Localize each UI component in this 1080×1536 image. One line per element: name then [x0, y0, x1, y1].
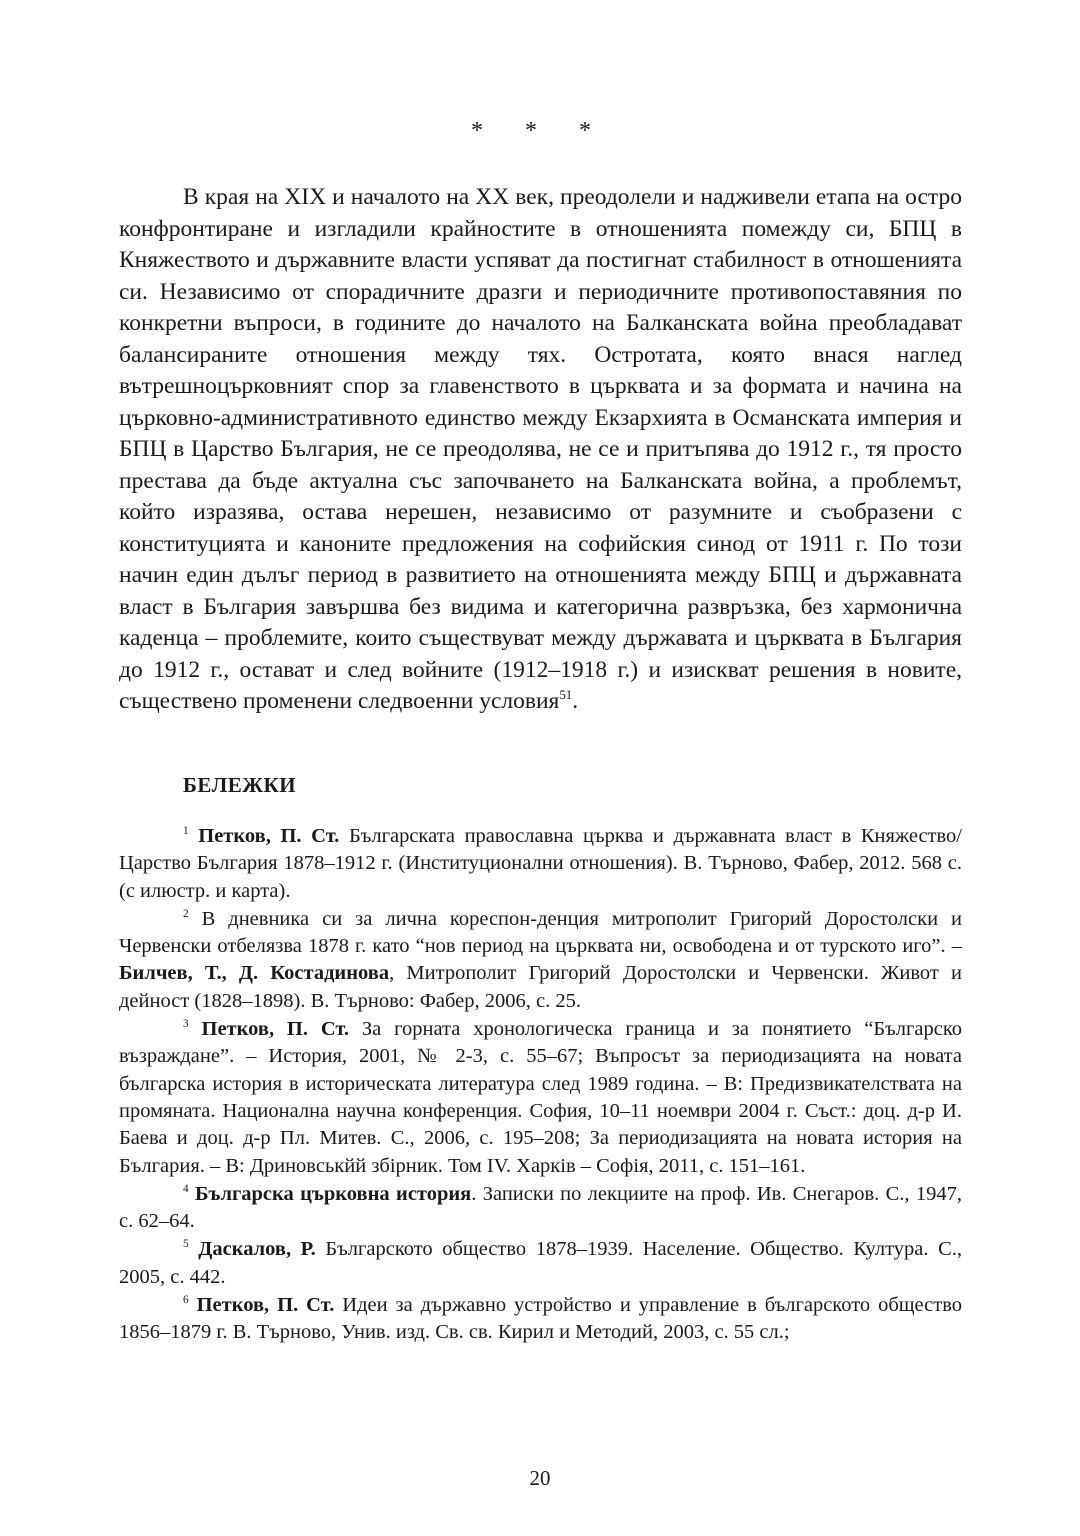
- note-item: [119, 823, 962, 905]
- note-text: Българската православна църква и държавната власт в Княжество/Царство България 1878–1912 г. (Институционални отношения). В. Търново, Фабер, 2012. 568 с. (с илюстр. и карта).: [119, 825, 963, 902]
- notes-heading: БЕЛЕЖКИ: [183, 773, 297, 797]
- note-number: 3: [183, 1018, 189, 1031]
- note-text: . Записки по лекциите на проф. Ив. Снегаров. С., 1947, с. 62–64.: [119, 1182, 962, 1233]
- footnote-reference: 51: [559, 687, 573, 703]
- note-item: [119, 906, 962, 1015]
- note-text: В дневника си за лична кореспон-денция митрополит Григорий Доростолски и Червенски отбелязва 1878 г. като “нов период на църквата ни, освободена и от турското иго”. –: [119, 907, 962, 958]
- body-text: [119, 182, 962, 718]
- note-number: 4: [183, 1183, 189, 1196]
- notes-list: [119, 823, 962, 1348]
- note-item: [119, 1181, 962, 1236]
- body-paragraph: [119, 182, 962, 718]
- note-author: Петков, П. Ст.: [201, 1018, 350, 1041]
- note-author: Петков, П. Ст.: [196, 1294, 335, 1317]
- note-author: Даскалов, Р.: [198, 1238, 316, 1261]
- note-author: Българска църковна история: [194, 1182, 472, 1205]
- note-number: 1: [183, 825, 189, 838]
- note-author: Билчев, Т., Д. Костадинова: [119, 962, 390, 985]
- section-separator: * * *: [471, 118, 609, 144]
- note-text: Идеи за държавно устройство и управление в българското общество 1856–1879 г. В. Търново, Унив. изд. Св. св. Кирил и Методий, 2003, с. 55 сл.;: [119, 1294, 962, 1344]
- body-paragraph-end: .: [572, 688, 579, 714]
- note-item: [119, 1236, 962, 1291]
- note-text: , Митрополит Григорий Доростолски и Червенски. Живот и дейност (1828–1898). В. Търново: Фабер, 2006, с. 25.: [119, 962, 962, 1012]
- page-number: 20: [529, 1466, 551, 1490]
- note-author: Петков, П. Ст.: [198, 825, 340, 847]
- note-number: 6: [183, 1294, 189, 1307]
- note-item: [119, 1016, 962, 1180]
- body-paragraph-text: В края на XIX и началото на XX век, преодолели и надживели етапа на остро конфронтиране и изгладили крайностите в отношенията помежду си, БПЦ в Княжеството и държавните власти успяват да постигнат стабилност в отношенията си. Независимо от спорадичните дразги и периодичните противопоставяния по конкретни въпроси, в годините до началото на Балканската война преобладават балансираните отношения между тях. Остротата, която внася наглед вътрешноцърковният спор за главенството в църквата и за формата и начина на църковно-административното единство между Екзархията в Османската империя и БПЦ в Царство България, не се преодолява, не се и притъпява до 1912 г., тя просто престава да бъде актуална със започването на Балканската война, а проблемът, който изразява, остава нерешен, независимо от разумните и съобразени с конституцията и каноните предложения на софийския синод от 1911 г. По този начин един дълъг период в развитието на отношенията между БПЦ и държавната власт в България завършва без видима и категорична развръзка, без хармонична каденца – проблемите, които съществуват между държавата и църквата в България до 1912 г., остават и след войните (1912–1918 г.) и изискват решения в новите, съществено променени следвоенни условия: [119, 184, 962, 714]
- note-number: 2: [183, 908, 189, 921]
- note-text: Българското общество 1878–1939. Население. Общество. Култура. С., 2005, с. 442.: [119, 1238, 963, 1288]
- note-item: [119, 1292, 962, 1347]
- note-number: 5: [183, 1238, 189, 1251]
- note-text: За горната хронологическа граница и за понятието “Българско възраждане”. – История, 2001, № 2-3, с. 55–67; Въпросът за периодизацията на новата българска история в историческата литература след 1989 година. – В: Предизвикателствата на промяната. Национална научна конференция. София, 10–11 ноември 2004 г. Съст.: доц. д-р И. Баева и доц. д-р Пл. Митев. С., 2006, с. 195–208; За периодизацията на новата история на България. – В: Дриновськйй збірник. Том IV. Харків – Софія, 2011, с. 151–161.: [119, 1018, 962, 1177]
